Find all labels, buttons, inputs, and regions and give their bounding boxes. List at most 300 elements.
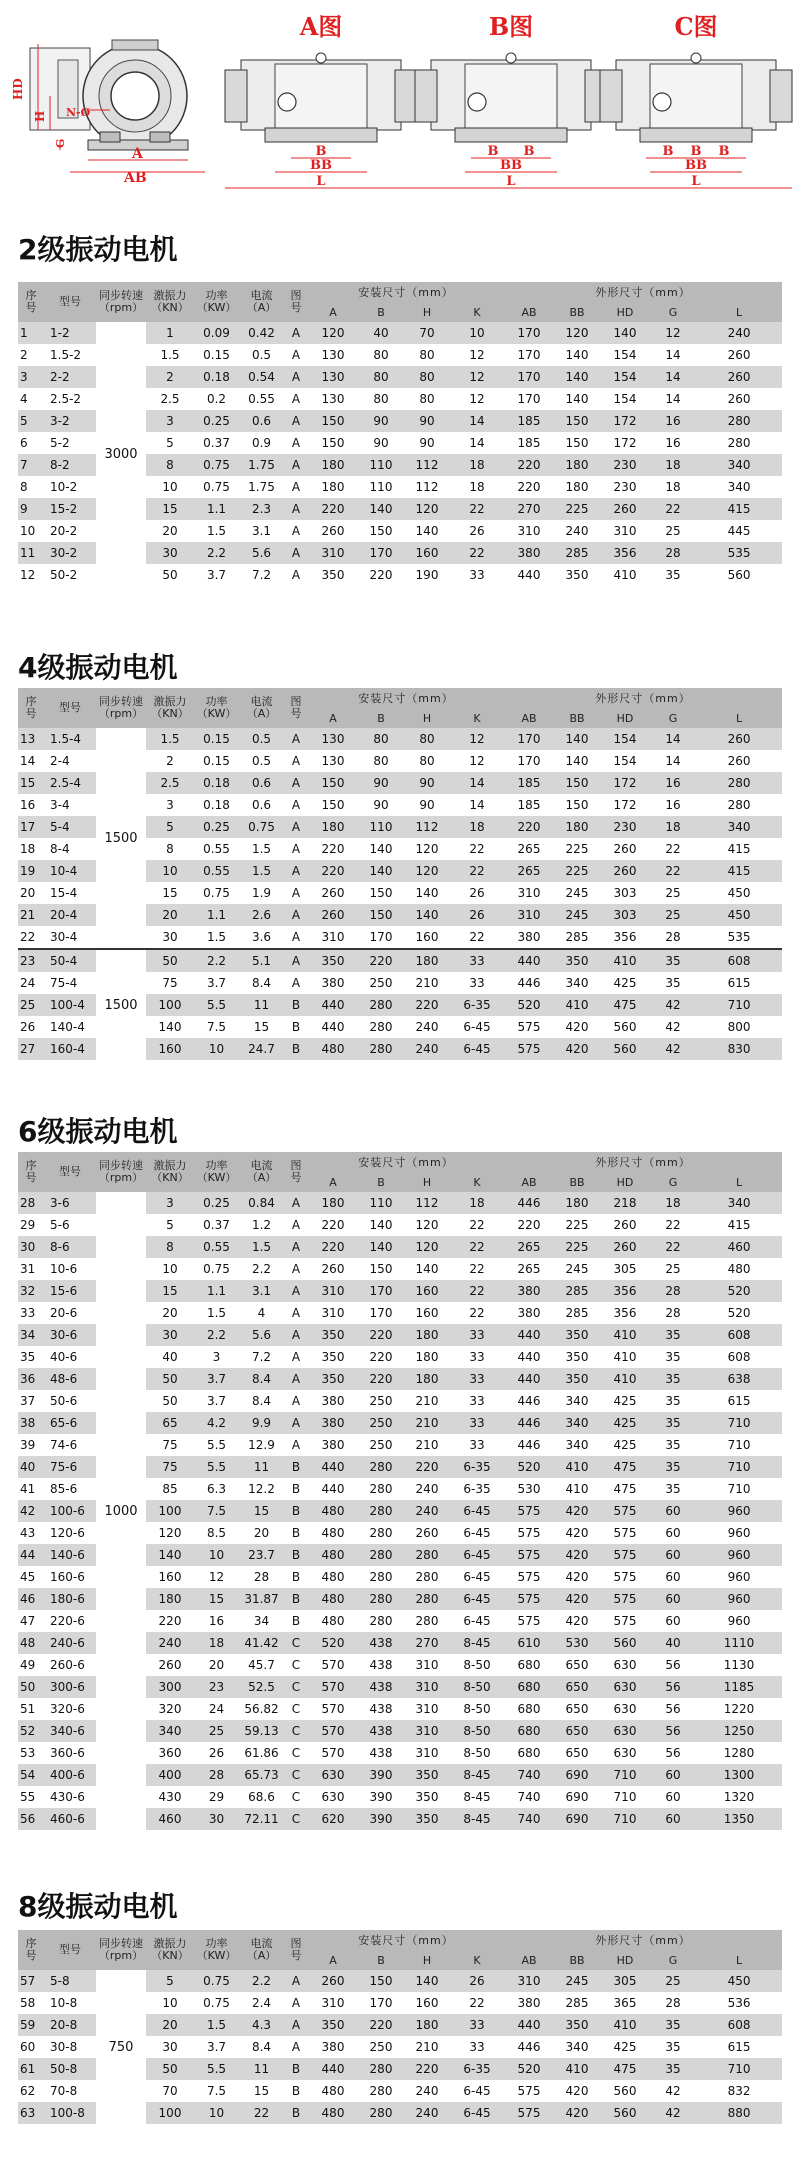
- cell-k: 18: [450, 1192, 504, 1214]
- cell-ab: 380: [504, 542, 554, 564]
- dimension-drawings: [0, 0, 800, 210]
- cell-k: 33: [450, 1324, 504, 1346]
- cell-a: 310: [308, 1280, 358, 1302]
- dim-l-label: L: [316, 174, 326, 189]
- header-col-g: G: [650, 304, 696, 322]
- cell-hd: 425: [600, 1412, 650, 1434]
- header-col-a: A: [308, 1174, 358, 1192]
- cell-force: 50: [146, 949, 194, 972]
- cell-force: 10: [146, 476, 194, 498]
- cell-b: 438: [358, 1742, 404, 1764]
- dim-n-label: N-Ø: [66, 106, 91, 119]
- cell-k: 6-45: [450, 2102, 504, 2124]
- cell-b: 140: [358, 860, 404, 882]
- cell-l: 260: [696, 344, 782, 366]
- cell-no: 19: [18, 860, 44, 882]
- cell-a: 630: [308, 1764, 358, 1786]
- header-col-hd: HD: [600, 1174, 650, 1192]
- header-current: 电流 （A）: [239, 282, 284, 322]
- cell-a: 150: [308, 432, 358, 454]
- cell-figure: B: [284, 2080, 308, 2102]
- cell-bb: 350: [554, 564, 600, 586]
- cell-power: 0.37: [194, 432, 239, 454]
- cell-current: 72.11: [239, 1808, 284, 1830]
- cell-figure: A: [284, 454, 308, 476]
- figure-b-title: B图: [488, 12, 534, 41]
- cell-model: 220-6: [44, 1610, 96, 1632]
- cell-model: 74-6: [44, 1434, 96, 1456]
- cell-power: 0.15: [194, 344, 239, 366]
- cell-ab: 270: [504, 498, 554, 520]
- cell-a: 180: [308, 476, 358, 498]
- cell-h: 180: [404, 1346, 450, 1368]
- cell-model: 430-6: [44, 1786, 96, 1808]
- cell-g: 60: [650, 1566, 696, 1588]
- cell-g: 56: [650, 1720, 696, 1742]
- cell-g: 35: [650, 1434, 696, 1456]
- cell-hd: 230: [600, 454, 650, 476]
- header-row: [18, 1930, 782, 1952]
- header-col-a: A: [308, 710, 358, 728]
- cell-current: 5.1: [239, 949, 284, 972]
- header-speed: 同步转速 （rpm）: [96, 282, 146, 322]
- cell-ab: 680: [504, 1742, 554, 1764]
- cell-no: 52: [18, 1720, 44, 1742]
- cell-g: 18: [650, 476, 696, 498]
- cell-hd: 365: [600, 1992, 650, 2014]
- cell-h: 220: [404, 1456, 450, 1478]
- cell-hd: 172: [600, 794, 650, 816]
- cell-power: 2.2: [194, 949, 239, 972]
- cell-a: 480: [308, 2102, 358, 2124]
- figure-a-title: A图: [299, 12, 343, 41]
- cell-hd: 356: [600, 1280, 650, 1302]
- cell-force: 460: [146, 1808, 194, 1830]
- cell-k: 18: [450, 454, 504, 476]
- cell-a: 480: [308, 1544, 358, 1566]
- cell-a: 380: [308, 1390, 358, 1412]
- cell-g: 22: [650, 1214, 696, 1236]
- cell-speed: 1000: [96, 1192, 146, 1830]
- cell-model: 10-6: [44, 1258, 96, 1280]
- table-row: [18, 728, 782, 750]
- cell-force: 70: [146, 2080, 194, 2102]
- cell-force: 65: [146, 1412, 194, 1434]
- cell-a: 480: [308, 2080, 358, 2102]
- cell-k: 18: [450, 816, 504, 838]
- cell-ab: 265: [504, 838, 554, 860]
- cell-g: 35: [650, 1324, 696, 1346]
- cell-b: 170: [358, 1280, 404, 1302]
- cell-current: 4.3: [239, 2014, 284, 2036]
- cell-g: 60: [650, 1808, 696, 1830]
- cell-l: 800: [696, 1016, 782, 1038]
- cell-power: 2.2: [194, 542, 239, 564]
- cell-b: 80: [358, 344, 404, 366]
- cell-model: 65-6: [44, 1412, 96, 1434]
- cell-bb: 180: [554, 454, 600, 476]
- cell-ab: 310: [504, 1970, 554, 1992]
- header-col-k: K: [450, 1174, 504, 1192]
- cell-no: 58: [18, 1992, 44, 2014]
- cell-h: 160: [404, 1992, 450, 2014]
- cell-l: 560: [696, 564, 782, 586]
- cell-a: 480: [308, 1610, 358, 1632]
- cell-no: 50: [18, 1676, 44, 1698]
- cell-model: 1.5-4: [44, 728, 96, 750]
- cell-g: 56: [650, 1676, 696, 1698]
- cell-current: 15: [239, 2080, 284, 2102]
- cell-g: 56: [650, 1698, 696, 1720]
- section-title: 6级振动电机: [18, 1115, 178, 1148]
- cell-ab: 610: [504, 1632, 554, 1654]
- cell-model: 160-6: [44, 1566, 96, 1588]
- cell-power: 3.7: [194, 1390, 239, 1412]
- cell-bb: 150: [554, 794, 600, 816]
- cell-a: 570: [308, 1654, 358, 1676]
- cell-force: 260: [146, 1654, 194, 1676]
- cell-figure: A: [284, 1390, 308, 1412]
- cell-k: 8-50: [450, 1698, 504, 1720]
- cell-model: 15-4: [44, 882, 96, 904]
- cell-g: 14: [650, 344, 696, 366]
- header-model: 型号: [44, 1930, 96, 1970]
- cell-bb: 140: [554, 750, 600, 772]
- cell-ab: 446: [504, 1390, 554, 1412]
- cell-k: 18: [450, 476, 504, 498]
- cell-current: 12.9: [239, 1434, 284, 1456]
- cell-current: 2.2: [239, 1970, 284, 1992]
- header-col-hd: HD: [600, 1952, 650, 1970]
- cell-power: 0.25: [194, 410, 239, 432]
- cell-bb: 245: [554, 1258, 600, 1280]
- cell-no: 56: [18, 1808, 44, 1830]
- cell-bb: 340: [554, 972, 600, 994]
- header-col-h: H: [404, 710, 450, 728]
- cell-no: 22: [18, 926, 44, 949]
- cell-bb: 285: [554, 1280, 600, 1302]
- cell-force: 75: [146, 1434, 194, 1456]
- cell-figure: A: [284, 972, 308, 994]
- cell-h: 220: [404, 994, 450, 1016]
- cell-speed: 750: [96, 1970, 146, 2124]
- cell-model: 1.5-2: [44, 344, 96, 366]
- cell-no: 46: [18, 1588, 44, 1610]
- cell-force: 8: [146, 838, 194, 860]
- cell-model: 100-4: [44, 994, 96, 1016]
- cell-h: 160: [404, 1280, 450, 1302]
- cell-ab: 265: [504, 1236, 554, 1258]
- cell-k: 33: [450, 1368, 504, 1390]
- cell-ab: 680: [504, 1654, 554, 1676]
- cell-hd: 575: [600, 1500, 650, 1522]
- header-col-l: L: [696, 1174, 782, 1192]
- cell-k: 12: [450, 344, 504, 366]
- cell-current: 0.9: [239, 432, 284, 454]
- cell-figure: A: [284, 564, 308, 586]
- cell-g: 60: [650, 1786, 696, 1808]
- cell-h: 140: [404, 1970, 450, 1992]
- cell-no: 61: [18, 2058, 44, 2080]
- cell-l: 260: [696, 750, 782, 772]
- cell-b: 390: [358, 1808, 404, 1830]
- header-force: 激振力 （KN）: [146, 1152, 194, 1192]
- cell-no: 31: [18, 1258, 44, 1280]
- cell-no: 14: [18, 750, 44, 772]
- cell-hd: 356: [600, 926, 650, 949]
- cell-h: 180: [404, 2014, 450, 2036]
- cell-force: 8: [146, 1236, 194, 1258]
- cell-l: 340: [696, 454, 782, 476]
- cell-bb: 285: [554, 542, 600, 564]
- cell-a: 380: [308, 1412, 358, 1434]
- cell-power: 3.7: [194, 1368, 239, 1390]
- cell-bb: 225: [554, 1236, 600, 1258]
- cell-bb: 150: [554, 772, 600, 794]
- cell-k: 8-45: [450, 1808, 504, 1830]
- cell-figure: B: [284, 2102, 308, 2124]
- cell-g: 28: [650, 1302, 696, 1324]
- cell-power: 1.1: [194, 1280, 239, 1302]
- cell-no: 43: [18, 1522, 44, 1544]
- cell-ab: 575: [504, 1610, 554, 1632]
- cell-power: 3.7: [194, 2036, 239, 2058]
- cell-l: 1185: [696, 1676, 782, 1698]
- cell-no: 13: [18, 728, 44, 750]
- cell-model: 20-4: [44, 904, 96, 926]
- cell-b: 80: [358, 728, 404, 750]
- header-outline-dims: 外形尺寸（mm）: [504, 1152, 782, 1174]
- cell-g: 16: [650, 794, 696, 816]
- cell-model: 2-2: [44, 366, 96, 388]
- cell-hd: 310: [600, 520, 650, 542]
- cell-b: 90: [358, 794, 404, 816]
- cell-a: 130: [308, 344, 358, 366]
- cell-current: 8.4: [239, 972, 284, 994]
- cell-current: 0.6: [239, 772, 284, 794]
- cell-l: 340: [696, 476, 782, 498]
- cell-l: 340: [696, 1192, 782, 1214]
- cell-b: 390: [358, 1764, 404, 1786]
- cell-force: 100: [146, 994, 194, 1016]
- cell-force: 3: [146, 410, 194, 432]
- cell-model: 5-8: [44, 1970, 96, 1992]
- cell-ab: 440: [504, 2014, 554, 2036]
- cell-a: 130: [308, 750, 358, 772]
- cell-bb: 410: [554, 1478, 600, 1500]
- cell-current: 8.4: [239, 1390, 284, 1412]
- cell-model: 340-6: [44, 1720, 96, 1742]
- cell-figure: A: [284, 860, 308, 882]
- cell-figure: A: [284, 882, 308, 904]
- cell-no: 30: [18, 1236, 44, 1258]
- cell-k: 22: [450, 926, 504, 949]
- dim-a-label: A: [132, 146, 143, 162]
- cell-model: 260-6: [44, 1654, 96, 1676]
- cell-hd: 410: [600, 1368, 650, 1390]
- cell-hd: 560: [600, 2080, 650, 2102]
- cell-k: 26: [450, 1970, 504, 1992]
- cell-current: 4: [239, 1302, 284, 1324]
- cell-power: 0.18: [194, 794, 239, 816]
- cell-power: 29: [194, 1786, 239, 1808]
- cell-power: 7.5: [194, 1016, 239, 1038]
- cell-k: 12: [450, 388, 504, 410]
- cell-bb: 690: [554, 1786, 600, 1808]
- cell-b: 280: [358, 1544, 404, 1566]
- cell-current: 0.42: [239, 322, 284, 344]
- cell-bb: 150: [554, 432, 600, 454]
- cell-k: 26: [450, 520, 504, 542]
- cell-a: 180: [308, 1192, 358, 1214]
- cell-h: 310: [404, 1654, 450, 1676]
- cell-no: 17: [18, 816, 44, 838]
- cell-a: 350: [308, 1324, 358, 1346]
- cell-power: 10: [194, 2102, 239, 2124]
- cell-b: 140: [358, 498, 404, 520]
- cell-l: 608: [696, 1324, 782, 1346]
- cell-hd: 475: [600, 1456, 650, 1478]
- cell-k: 8-50: [450, 1676, 504, 1698]
- cell-current: 0.84: [239, 1192, 284, 1214]
- cell-power: 7.5: [194, 1500, 239, 1522]
- dim-bb-label: BB: [310, 158, 332, 173]
- cell-ab: 220: [504, 454, 554, 476]
- cell-b: 280: [358, 2058, 404, 2080]
- cell-current: 3.1: [239, 520, 284, 542]
- cell-g: 35: [650, 1368, 696, 1390]
- cell-hd: 710: [600, 1786, 650, 1808]
- cell-h: 160: [404, 926, 450, 949]
- cell-h: 210: [404, 1434, 450, 1456]
- cell-bb: 225: [554, 860, 600, 882]
- cell-g: 14: [650, 388, 696, 410]
- header-figure: 图 号: [284, 1930, 308, 1970]
- cell-b: 80: [358, 388, 404, 410]
- cell-a: 260: [308, 882, 358, 904]
- cell-bb: 650: [554, 1720, 600, 1742]
- cell-g: 25: [650, 1258, 696, 1280]
- cell-b: 280: [358, 1456, 404, 1478]
- cell-b: 150: [358, 882, 404, 904]
- dim-g-label: G: [54, 138, 67, 148]
- cell-figure: A: [284, 410, 308, 432]
- cell-k: 26: [450, 904, 504, 926]
- cell-k: 6-45: [450, 1544, 504, 1566]
- cell-b: 438: [358, 1654, 404, 1676]
- cell-no: 24: [18, 972, 44, 994]
- cell-figure: C: [284, 1720, 308, 1742]
- cell-h: 160: [404, 542, 450, 564]
- cell-model: 30-2: [44, 542, 96, 564]
- cell-h: 120: [404, 1214, 450, 1236]
- cell-l: 445: [696, 520, 782, 542]
- cell-bb: 420: [554, 1038, 600, 1060]
- header-row: [18, 1152, 782, 1174]
- cell-a: 350: [308, 564, 358, 586]
- cell-figure: C: [284, 1632, 308, 1654]
- cell-no: 11: [18, 542, 44, 564]
- cell-model: 5-2: [44, 432, 96, 454]
- header-col-l: L: [696, 1952, 782, 1970]
- cell-h: 120: [404, 860, 450, 882]
- cell-l: 960: [696, 1566, 782, 1588]
- cell-k: 8-50: [450, 1742, 504, 1764]
- cell-h: 120: [404, 498, 450, 520]
- cell-no: 39: [18, 1434, 44, 1456]
- cell-l: 880: [696, 2102, 782, 2124]
- cell-ab: 575: [504, 1038, 554, 1060]
- cell-hd: 260: [600, 860, 650, 882]
- cell-hd: 475: [600, 1478, 650, 1500]
- cell-force: 430: [146, 1786, 194, 1808]
- cell-bb: 350: [554, 1368, 600, 1390]
- cell-g: 56: [650, 1654, 696, 1676]
- cell-l: 608: [696, 2014, 782, 2036]
- header-col-bb: BB: [554, 1952, 600, 1970]
- cell-b: 170: [358, 1992, 404, 2014]
- cell-hd: 560: [600, 1016, 650, 1038]
- cell-g: 22: [650, 1236, 696, 1258]
- header-col-ab: AB: [504, 304, 554, 322]
- header-col-k: K: [450, 710, 504, 728]
- cell-h: 70: [404, 322, 450, 344]
- cell-h: 260: [404, 1522, 450, 1544]
- cell-power: 5.5: [194, 994, 239, 1016]
- cell-a: 570: [308, 1676, 358, 1698]
- header-no: 序 号: [18, 282, 44, 322]
- cell-force: 340: [146, 1720, 194, 1742]
- cell-k: 33: [450, 1390, 504, 1412]
- cell-current: 0.75: [239, 816, 284, 838]
- cell-k: 22: [450, 498, 504, 520]
- header-speed: 同步转速 （rpm）: [96, 688, 146, 728]
- cell-b: 140: [358, 838, 404, 860]
- header-col-hd: HD: [600, 710, 650, 728]
- spec-table: [18, 282, 782, 586]
- cell-b: 220: [358, 2014, 404, 2036]
- cell-h: 240: [404, 2080, 450, 2102]
- cell-h: 90: [404, 794, 450, 816]
- cell-no: 9: [18, 498, 44, 520]
- cell-no: 62: [18, 2080, 44, 2102]
- cell-current: 20: [239, 1522, 284, 1544]
- cell-figure: A: [284, 1412, 308, 1434]
- dim-bb-label: BB: [685, 158, 707, 173]
- cell-bb: 180: [554, 476, 600, 498]
- cell-current: 7.2: [239, 564, 284, 586]
- cell-b: 280: [358, 1566, 404, 1588]
- cell-model: 240-6: [44, 1632, 96, 1654]
- cell-h: 350: [404, 1808, 450, 1830]
- cell-k: 33: [450, 2014, 504, 2036]
- cell-current: 8.4: [239, 1368, 284, 1390]
- cell-bb: 420: [554, 2080, 600, 2102]
- cell-b: 170: [358, 926, 404, 949]
- cell-no: 45: [18, 1566, 44, 1588]
- cell-bb: 650: [554, 1698, 600, 1720]
- cell-hd: 172: [600, 772, 650, 794]
- cell-model: 75-4: [44, 972, 96, 994]
- cell-g: 16: [650, 772, 696, 794]
- header-figure: 图 号: [284, 1152, 308, 1192]
- cell-h: 210: [404, 2036, 450, 2058]
- cell-force: 320: [146, 1698, 194, 1720]
- cell-bb: 420: [554, 1610, 600, 1632]
- cell-hd: 630: [600, 1742, 650, 1764]
- header-current: 电流 （A）: [239, 1152, 284, 1192]
- cell-bb: 140: [554, 344, 600, 366]
